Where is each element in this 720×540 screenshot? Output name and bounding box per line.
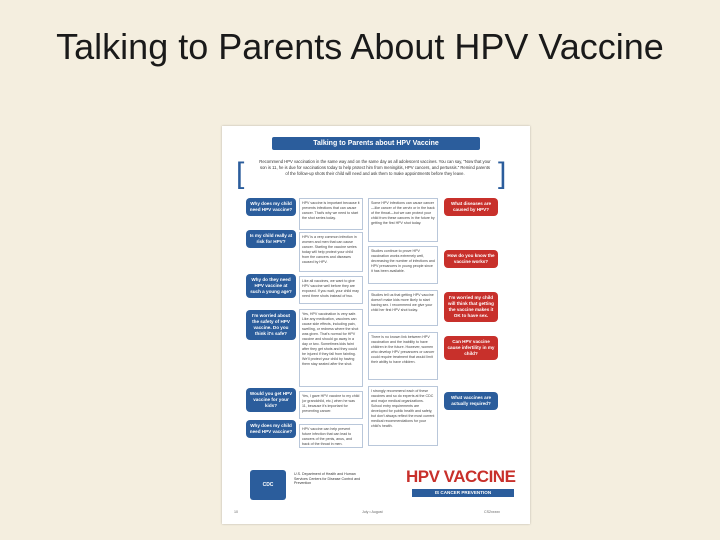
question-own-kids: Would you get HPV vaccine for your kids? [246, 388, 296, 412]
answer-need-vaccine: HPV vaccine is important because it prevents infections that can cause cancer. That's why we need to start the shot series today. [299, 198, 363, 230]
question-child-at-risk: Is my child really at risk for HPV? [246, 230, 296, 248]
question-vaccine-works: How do you know the vaccine works? [444, 250, 498, 268]
question-sex: I'm worried my child will think that getting the vaccine makes it OK to have sex. [444, 292, 498, 322]
slide-title: Talking to Parents About HPV Vaccine [56, 26, 664, 67]
left-bracket-icon: [ [236, 157, 245, 190]
answer-vaccine-works: Studies continue to prove HPV vaccination works extremely well, decreasing the number of infections and HPV precancers in young people since it has been available. [368, 246, 438, 284]
answer-sex: Studies tell us that getting HPV vaccine doesn't make kids more likely to start having sex. I recommend we give your child her first HPV shot today. [368, 290, 438, 326]
answer-safety: Yes, HPV vaccination is very safe. Like any medication, vaccines can cause side effects, including pain, swelling, or redness where the shot was given. That's normal for HPV vaccine and should go away in a day or two. Sometimes kids faint after they get shots and they could be injured if they fall from fainting. We'll protect your child by having them stay seated after the shot. [299, 309, 363, 387]
answer-young-age: Like all vaccines, we want to give HPV vaccine well before they are exposed. If you wait, your child may need three shots instead of two. [299, 276, 363, 304]
question-infertility: Can HPV vaccine cause infertility in my child? [444, 336, 498, 360]
document-title: Talking to Parents about HPV Vaccine [272, 137, 480, 150]
footer-code: CS2xxxxx [484, 510, 500, 514]
answer-own-kids: Yes, I gave HPV vaccine to my child (or grandchild, etc.) when he was 11, because it's important for preventing cancer. [299, 391, 363, 419]
footer-page: 10 [234, 510, 238, 514]
question-diseases: What diseases are caused by HPV? [444, 198, 498, 216]
document-intro: Recommend HPV vaccination in the same way and on the same day as all adolescent vaccines. You can say, "Now that your son is 11, he is due for vaccinations today to help protect him from meningitis, HPV cancers, and pertussis." Remind parents of the follow-up shots their child will need and ask them to make appointments before they leave. [259, 159, 491, 176]
document-thumbnail [222, 126, 530, 524]
answer-at-risk: HPV is a very common infection in women and men that can cause cancer. Starting the vaccine series today will help protect your child from the cancers and diseases caused by HPV. [299, 232, 363, 272]
agency-text: U.S. Department of Health and Human Services Centers for Disease Control and Prevention [294, 472, 361, 486]
question-safety: I'm worried about the safety of HPV vaccine. Do you think it's safe? [246, 310, 296, 340]
question-child-need-vaccine: Why does my child need HPV vaccine? [246, 198, 296, 216]
question-required-vaccines: What vaccines are actually required? [444, 392, 498, 410]
cdc-logo-icon: CDC [250, 470, 286, 500]
right-bracket-icon: ] [498, 157, 507, 190]
campaign-title: HPV VACCINE [406, 467, 516, 486]
answer-need-vaccine-boy: HPV vaccine can help prevent future infection that can lead to cancers of the penis, anus, and back of the throat in men. [299, 424, 363, 448]
question-child-need-vaccine-boy: Why does my child need HPV vaccine? [246, 420, 296, 438]
answer-diseases: Some HPV infections can cause cancer—like cancer of the cervix or in the back of the throat—but we can protect your child from these cancers in the future by getting the first HPV shot today. [368, 198, 438, 242]
answer-infertility: There is no known link between HPV vaccination and the inability to have children in the future. However, women who develop HPV precancers or cancer could require treatment that would limit their ability to have children. [368, 332, 438, 380]
footer-date: July • August [362, 510, 383, 514]
question-young-age: Why do they need HPV vaccine at such a young age? [246, 274, 296, 298]
answer-required: I strongly recommend each of these vaccines and so do experts at the CDC and major medical organizations. School entry requirements are developed for public health and safety, but don't always reflect the most current medical recommendations for your child's health. [368, 386, 438, 446]
campaign-subtitle: IS CANCER PREVENTION [412, 489, 514, 497]
